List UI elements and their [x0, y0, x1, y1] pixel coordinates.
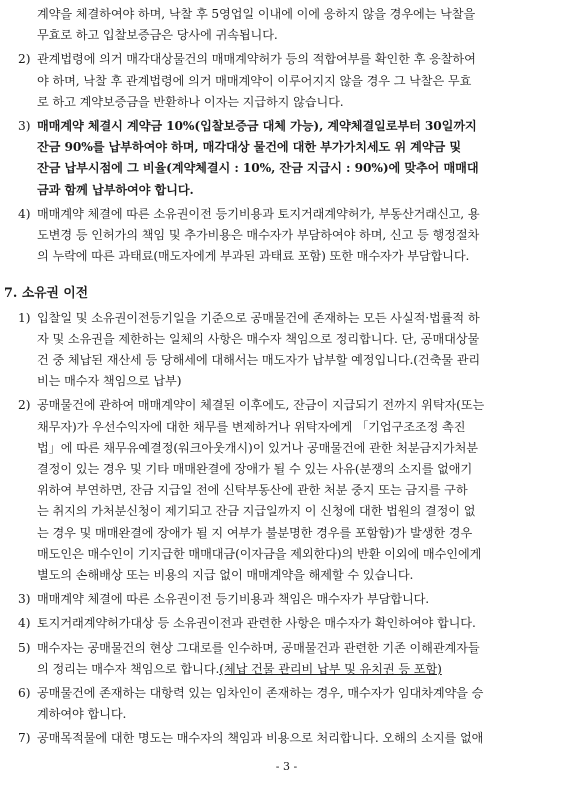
item-number: 3)	[18, 592, 31, 607]
item-number: 7)	[18, 731, 31, 746]
item-number: 4)	[18, 616, 31, 631]
item-number: 6)	[18, 686, 31, 700]
paragraph-line: 입찰일 및 소유권이전등기일을 기준으로 공매물건에 존재하는 모든 사실적·법률적 하	[37, 310, 480, 325]
paragraph-line: 결정이 있는 경우 및 기타 매매완결에 장애가 될 수 있는 사유(분쟁의 소지를 없애기	[37, 462, 473, 476]
bold-paragraph-line: 금과 함께 납부하여야 합니다.	[37, 182, 194, 197]
page-number: - 3 -	[275, 760, 298, 773]
paragraph-line: 공매목적물에 대한 명도는 매수자의 책임과 비용으로 처리합니다. 오해의 소지를 없애	[37, 731, 484, 746]
paragraph-line: 매도인은 매수인이 기지급한 매매대금(이자금을 제외한다)의 반환 이외에 매수인에게	[37, 546, 482, 561]
paragraph-line: 매수자는 공매물건의 현상 그대로를 인수하며, 공매물건과 관련한 기존 이해관계자들	[37, 640, 480, 655]
paragraph-line: 비는 매수자 책임으로 납부)	[37, 374, 182, 389]
paragraph-line: 관계법령에 의거 매각대상물건의 매매계약허가 등의 적합여부를 확인한 후 응찰하여	[37, 52, 476, 67]
paragraph-line: 의 누락에 따른 과태료(매도자에게 부과된 과태료 포함) 또한 매수자가 부담합니다.	[37, 249, 470, 264]
paragraph-line: 매매계약 체결에 따른 소유권이전 등기비용과 토지거래계약허가, 부동산거래신고, 용	[37, 206, 480, 221]
paragraph-line: 는 경우 및 매매완결에 장애가 될 지 여부가 불분명한 경우를 포함함)가 발생한 경우	[37, 525, 473, 540]
section-heading: 7. 소유권 이전	[4, 286, 89, 302]
intro-line-1: 계약을 체결하여야 하며, 낙찰 후 5영업일 이내에 이에 응하지 않을 경우에는 낙찰을	[37, 7, 476, 21]
item-number: 3)	[18, 119, 31, 133]
item-number: 2)	[18, 52, 31, 67]
paragraph-line: 로 하고 계약보증금을 반환하나 이자는 지급하지 않습니다.	[37, 94, 344, 109]
paragraph-line	[37, 659, 557, 680]
paragraph-line: 야 하며, 낙찰 후 관계법령에 의거 매매계약이 이루어지지 않을 경우 그 낙찰은 무효	[37, 73, 472, 88]
paragraph-text: 의 정리는 매수자 책임으로 합니다.	[37, 661, 220, 676]
item-number: 5)	[18, 640, 31, 655]
paragraph-line: 매매계약 체결에 따른 소유권이전 등기비용과 책임은 매수자가 부담합니다.	[37, 592, 430, 607]
paragraph-line: 도변경 등 인허가의 책임 및 추가비용은 매수자가 부담하여야 하며, 신고 등 행정절차	[37, 228, 480, 242]
paragraph-line: 공매물건에 존재하는 대항력 있는 임차인이 존재하는 경우, 매수자가 임대차계약을 승	[37, 686, 484, 700]
paragraph-line: 위하여 부연하면, 잔금 지급일 전에 신탁부동산에 관한 처분 중지 또는 금지를 구하	[37, 483, 468, 498]
paragraph-line: 채무자)가 우선수익자에 대한 채무를 변제하거나 위탁자에게 「기업구조조정 촉진	[37, 419, 466, 434]
paragraph-line: 공매물건에 관하여 매매계약이 체결된 이후에도, 잔금이 지급되기 전까지 위탁자(또는	[37, 398, 485, 413]
bold-paragraph-line: 잔금 90%를 납부하여야 하며, 매각대상 물건에 대한 부가가치세도 위 계약금 및	[37, 140, 462, 155]
paragraph-line: 별도의 손해배상 또는 비용의 지급 없이 매매계약을 해제할 수 있습니다.	[37, 568, 414, 582]
underlined-note: (체납 건물 관리비 납부 및 유치권 등 포함)	[219, 661, 442, 676]
intro-line-2: 무효로 하고 입찰보증금은 당사에 귀속됩니다.	[37, 28, 278, 43]
bold-paragraph-line: 매매계약 체결시 계약금 10%(입찰보증금 대체 가능), 계약체결일로부터 30일까지	[37, 119, 477, 133]
paragraph-line: 계하여야 합니다.	[37, 707, 127, 722]
bold-paragraph-line: 잔금 납부시점에 그 비율(계약체결시 : 10%, 잔금 지급시 : 90%)에 맞추어 매매대	[37, 161, 479, 176]
paragraph-line: 는 취지의 가처분신청이 제기되고 잔금 지급일까지 이 신청에 대한 법원의 결정이 없	[37, 504, 476, 519]
item-number: 4)	[18, 206, 31, 221]
paragraph-line: 법」에 따른 채무유예결정(워크아웃개시)이 있거나 공매물건에 관한 처분금지가처분	[37, 440, 478, 455]
item-number: 1)	[18, 310, 31, 325]
paragraph-line: 자 및 소유권을 제한하는 일체의 사항은 매수자 책임으로 정리합니다. 단, 공매대상물	[37, 331, 480, 346]
item-number: 2)	[18, 398, 31, 413]
paragraph-line: 토지거래계약허가대상 등 소유권이전과 관련한 사항은 매수자가 확인하여야 합니다.	[37, 616, 476, 631]
paragraph-line: 건 중 체납된 재산세 등 당해세에 대해서는 매도자가 납부할 예정입니다.(건축물 관리	[37, 353, 481, 367]
